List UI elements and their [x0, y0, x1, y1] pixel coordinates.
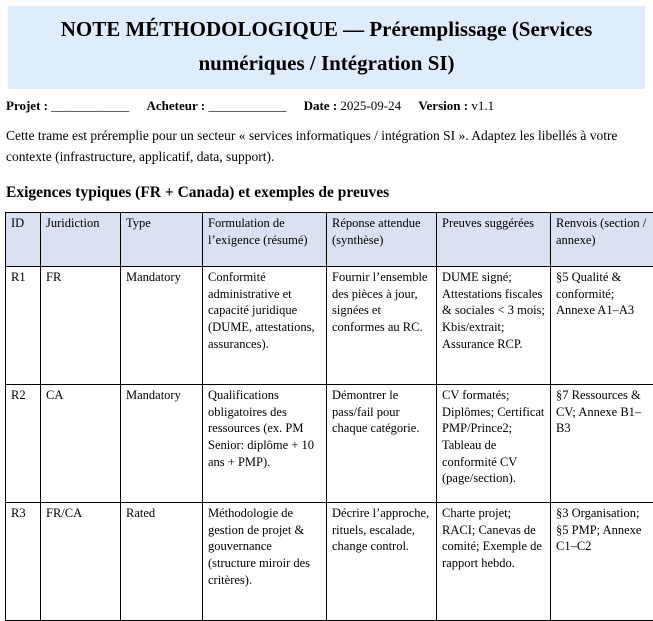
cell-id: R2: [6, 385, 41, 503]
table-row-r2: [6, 385, 653, 503]
cell-juridiction: FR/CA: [41, 503, 121, 621]
project-label: Projet :: [6, 98, 48, 113]
cell-formulation: Méthodologie de gestion de projet & gouvernance (structure miroir des critères).: [203, 503, 327, 621]
cell-preuves: CV formatés; Diplômes; Certificat PMP/Prince2; Tableau de conformité CV (page/section).: [437, 385, 551, 503]
document-title: NOTE MÉTHODOLOGIQUE — Préremplissage (Services numériques / Intégration SI): [8, 6, 645, 89]
buyer-value: ____________: [208, 98, 286, 113]
table-header-row: [6, 213, 653, 267]
cell-preuves: Charte projet; RACI; Canevas de comité; Exemple de rapport hebdo.: [437, 503, 551, 621]
section-heading: Exigences typiques (FR + Canada) et exemples de preuves: [6, 184, 647, 202]
requirements-table: [5, 212, 653, 621]
version-value: v1.1: [471, 98, 494, 113]
cell-juridiction: FR: [41, 267, 121, 385]
version-field: [418, 98, 494, 113]
date-label: Date :: [304, 98, 338, 113]
cell-type: Mandatory: [121, 267, 203, 385]
column-header-type: Type: [121, 213, 203, 267]
column-header-preuves: Preuves suggérées: [437, 213, 551, 267]
cell-reponse: Démontrer le pass/fail pour chaque catégorie.: [327, 385, 437, 503]
column-header-juridiction: Juridiction: [41, 213, 121, 267]
project-value: ____________: [51, 98, 129, 113]
cell-formulation: Conformité administrative et capacité juridique (DUME, attestations, assurances).: [203, 267, 327, 385]
intro-paragraph: Cette trame est préremplie pour un secteur « services informatiques / intégration SI ». Adaptez les libellés à votre contexte (infrastructure, applicatif, data, support).: [6, 126, 647, 168]
meta-line: [6, 98, 647, 114]
cell-reponse: Décrire l’approche, rituels, escalade, change control.: [327, 503, 437, 621]
cell-id: R3: [6, 503, 41, 621]
buyer-field: [146, 98, 286, 113]
column-header-renvois: Renvois (section / annexe): [551, 213, 653, 267]
cell-reponse: Fournir l’ensemble des pièces à jour, signées et conformes au RC.: [327, 267, 437, 385]
cell-type: Mandatory: [121, 385, 203, 503]
cell-renvois: §3 Organisation; §5 PMP; Annexe C1–C2: [551, 503, 653, 621]
cell-juridiction: CA: [41, 385, 121, 503]
cell-preuves: DUME signé; Attestations fiscales & sociales < 3 mois; Kbis/extrait; Assurance RCP.: [437, 267, 551, 385]
cell-type: Rated: [121, 503, 203, 621]
table-row-r1: [6, 267, 653, 385]
buyer-label: Acheteur :: [146, 98, 205, 113]
column-header-id: ID: [6, 213, 41, 267]
cell-formulation: Qualifications obligatoires des ressources (ex. PM Senior: diplôme + 10 ans + PMP).: [203, 385, 327, 503]
cell-renvois: §7 Ressources & CV; Annexe B1–B3: [551, 385, 653, 503]
date-field: [304, 98, 402, 113]
column-header-formulation: Formulation de l’exigence (résumé): [203, 213, 327, 267]
project-field: [6, 98, 129, 113]
version-label: Version :: [418, 98, 468, 113]
column-header-reponse: Réponse attendue (synthèse): [327, 213, 437, 267]
date-value: 2025-09-24: [340, 98, 401, 113]
cell-id: R1: [6, 267, 41, 385]
cell-renvois: §5 Qualité & conformité; Annexe A1–A3: [551, 267, 653, 385]
table-row-r3: [6, 503, 653, 621]
